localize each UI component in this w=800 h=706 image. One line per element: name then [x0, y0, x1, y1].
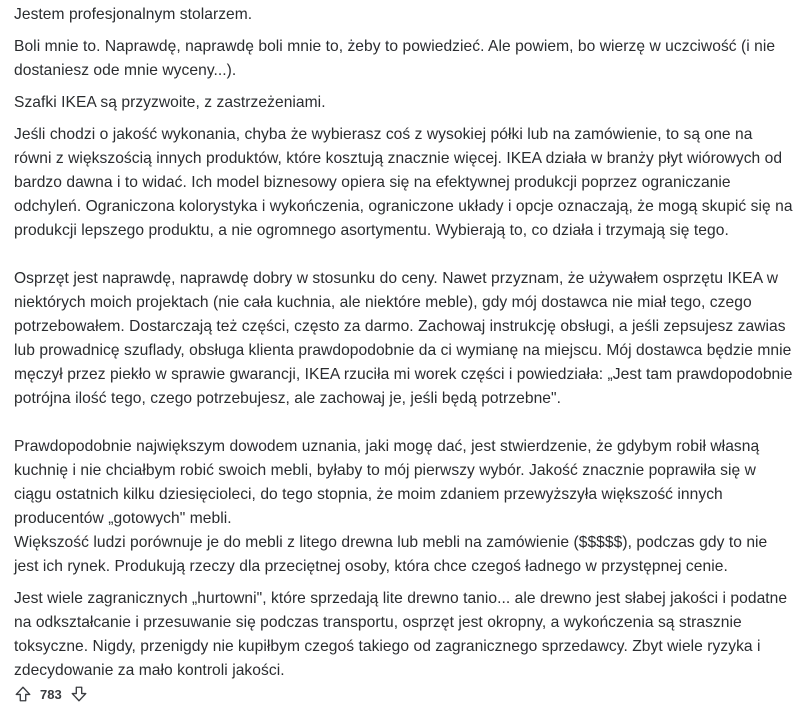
comment-paragraph: Osprzęt jest naprawdę, naprawdę dobry w stosunku do ceny. Nawet przyznam, że używałem osprzętu IKEA w niektórych moich projektach (nie cała kuchnia, ale niektóre meble), gdy mój dostawca nie miał tego, czego potrzebowałem. Dostarczają też części, często za darmo. Zachowaj instrukcję obsługi, a jeśli zepsujesz zawias lub prowadnicę szuflady, obsługa klienta prawdopodobnie da ci wymianę na miejscu. Mój dostawca będzie mnie męczył przez piekło w sprawie gwarancji, IKEA rzuciła mi worek części i powiedziała: „Jest tam prawdopodobnie potrójna ilość tego, czego potrzebujesz, ale zachowaj je, jeśli będą potrzebne". [14, 270, 793, 407]
vote-score: 783 [40, 686, 62, 702]
comment-paragraph: Jest wiele zagranicznych „hurtowni", które sprzedają lite drewno tanio... ale drewno jest słabej jakości i podatne na odkształcanie i przesuwanie się podczas transportu, osprzęt jest okropny, a wykończenia są strasznie toksyczne. Nigdy, przenigdy nie kupiłbym czegoś takiego od zagranicznego sprzedawcy. Zbyt wiele ryzyka i zdecydowanie za mało kontroli jakości. [14, 590, 788, 679]
downvote-button[interactable] [68, 683, 90, 705]
comment-paragraph: Boli mnie to. Naprawdę, naprawdę boli mnie to, żeby to powiedzieć. Ale powiem, bo wierzę w uczciwość (i nie dostaniesz ode mnie wyceny...). [14, 38, 776, 79]
comment-paragraph: Szafki IKEA są przyzwoite, z zastrzeżeniami. [14, 94, 326, 111]
upvote-button[interactable] [12, 683, 34, 705]
arrow-down-outline-icon [70, 685, 88, 703]
vote-bar [12, 682, 90, 706]
arrow-up-outline-icon [14, 685, 32, 703]
comment-paragraph: Większość ludzi porównuje je do mebli z litego drewna lub mebli na zamówienie ($$$$$), podczas gdy to nie jest ich rynek. Produkują rzeczy dla przeciętnej osoby, która chce czegoś ładnego w przystępnej cenie. [14, 534, 768, 575]
comment-paragraph: Prawdopodobnie największym dowodem uznania, jaki mogę dać, jest stwierdzenie, że gdybym robił własną kuchnię i nie chciałbym robić swoich mebli, byłaby to mój pierwszy wybór. Jakość znacznie poprawiła się w ciągu ostatnich kilku dziesięcioleci, do tego stopnia, że moim zdaniem przewyższyła większość innych producentów „gotowych" mebli. [14, 438, 760, 527]
comment-paragraph: Jestem profesjonalnym stolarzem. [14, 6, 253, 23]
comment-paragraph: Jeśli chodzi o jakość wykonania, chyba że wybierasz coś z wysokiej półki lub na zamówienie, to są one na równi z większością innych produktów, które kosztują znacznie więcej. IKEA działa w branży płyt wiórowych od bardzo dawna i to widać. Ich model biznesowy opiera się na efektywnej produkcji poprzez ograniczanie odchyleń. Ograniczona kolorystyka i wykończenia, ograniczone układy i opcje oznaczają, że mogą skupić się na produkcji lepszego produktu, a nie ogromnego asortymentu. Wybierają to, co działa i trzymają się tego. [14, 126, 793, 239]
